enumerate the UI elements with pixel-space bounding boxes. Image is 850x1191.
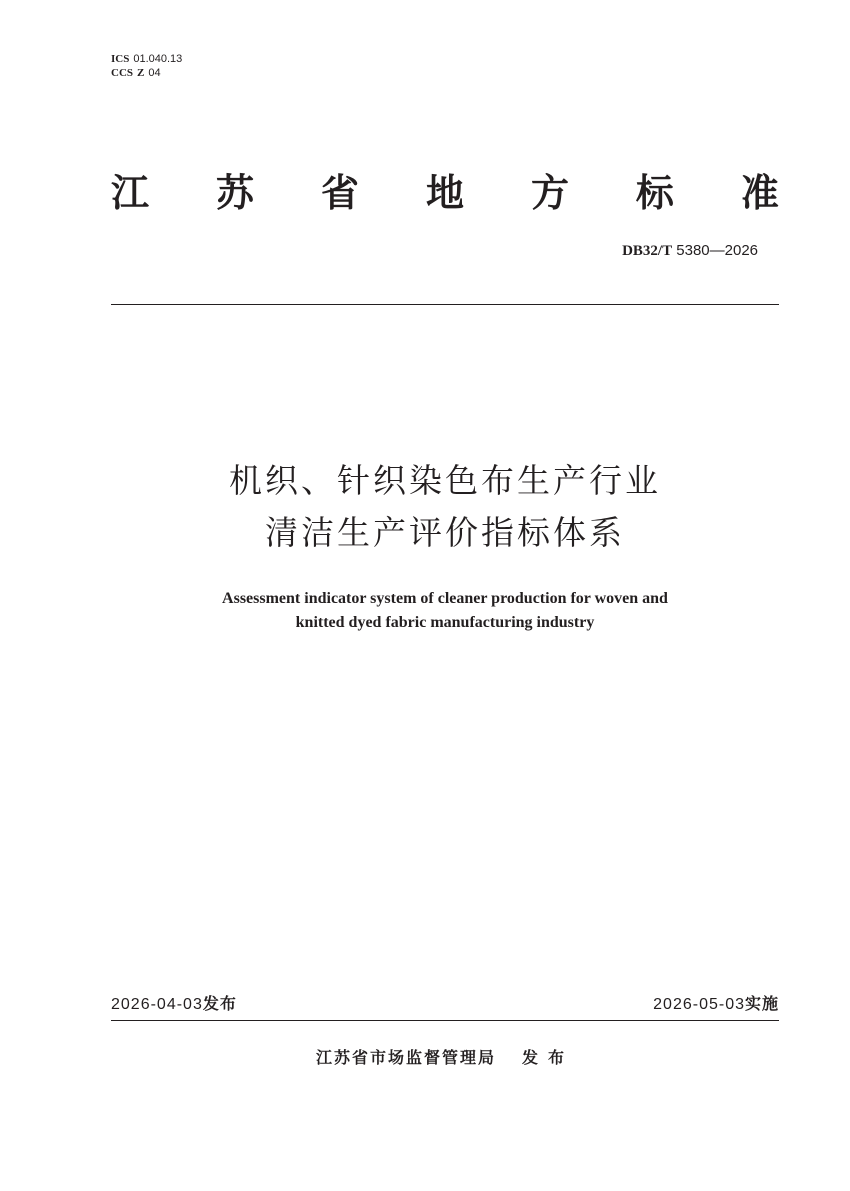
publish-date (111, 991, 237, 1014)
category-char: 江 (111, 171, 150, 215)
standard-number-prefix: DB32/T (622, 243, 673, 259)
footer-divider (111, 1020, 779, 1021)
implement-label: 实施 (744, 994, 779, 1013)
ccs-code (111, 66, 182, 80)
chinese-title-line-1: 机织、针织染色布生产行业 (229, 461, 661, 500)
category-char: 苏 (215, 171, 254, 215)
publish-label: 发布 (202, 994, 237, 1013)
issuer-name: 江苏省市场监督管理局 (315, 1048, 496, 1067)
implement-date-value: 2026-05-03 (653, 996, 745, 1013)
standard-number (622, 241, 758, 260)
standard-category-title (111, 168, 779, 218)
category-char: 标 (635, 171, 674, 215)
english-title-line-2: knitted dyed fabric manufacturing industry (295, 614, 595, 631)
category-char: 准 (740, 171, 779, 215)
header-divider (111, 304, 779, 305)
english-title-line-1: Assessment indicator system of cleaner production for woven and (222, 590, 668, 607)
implement-date (653, 991, 779, 1014)
category-char: 省 (320, 171, 359, 215)
ics-value: 01.040.13 (133, 53, 183, 65)
issuer-action: 发布 (522, 1048, 575, 1067)
category-char: 地 (425, 171, 464, 215)
ccs-class: Z (137, 67, 145, 79)
ics-code (111, 52, 182, 66)
issuer (111, 1045, 779, 1068)
publish-date-value: 2026-04-03 (111, 996, 203, 1013)
ics-label: ICS (111, 53, 130, 65)
classification-codes (111, 52, 182, 80)
category-char: 方 (530, 171, 569, 215)
standard-number-value: 5380—2026 (672, 242, 758, 259)
ccs-label: CCS (111, 67, 134, 79)
chinese-title-line-2: 清洁生产评价指标体系 (265, 513, 625, 552)
ccs-value: 04 (148, 67, 161, 79)
